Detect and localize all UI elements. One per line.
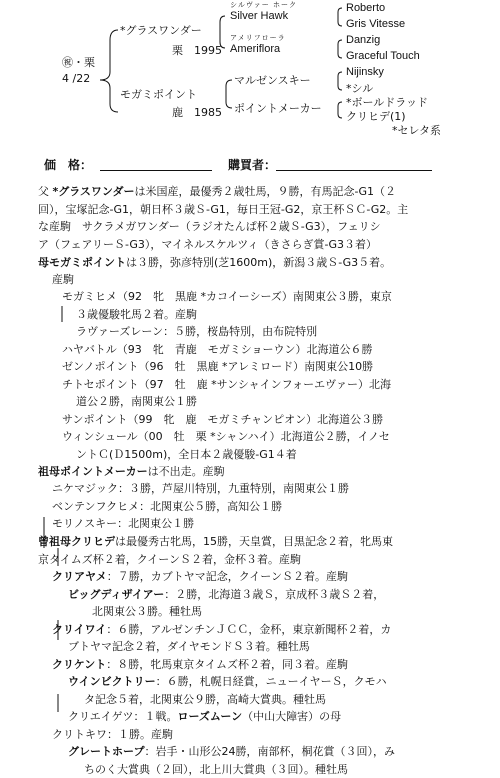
ggdam-lead: 曾祖母	[38, 535, 71, 548]
kuriken-text: ：８勝，牝馬東京タイムズ杯２着，同３着。産駒	[106, 658, 348, 671]
rose-moon-name: ローズムーン	[177, 710, 242, 723]
sire-sire-ruby: シルヴァー ホーク	[230, 1, 297, 9]
kuritokiwa: クリトキワ：１勝。産駒	[52, 726, 395, 744]
gen4-danzig: Danzig	[346, 34, 380, 47]
kuriyame-text: ：７勝，カブトヤマ記念，クイーンＳ２着。産駒	[107, 570, 348, 583]
birth-date: 4 /22	[62, 72, 90, 85]
gen4-shiru: *シル	[346, 82, 373, 95]
buyer-field-line[interactable]	[276, 170, 432, 171]
kuriken-name: クリケント	[52, 658, 106, 671]
granddam-paragraph	[38, 463, 225, 481]
gen4-bracket-3	[338, 72, 342, 90]
sire-line-4: ア（フェアリーＳ-G3），マイネルスケルツィ（きさらぎ賞-G3３着）	[38, 236, 408, 254]
produce-chitose-point: チトセポイント（97 牡 鹿 *サンシャインフォーエヴァー）北海	[62, 376, 392, 394]
produce-nike-magic: ニケマジック：３勝，芦屋川特別，九重特別，南関東公１勝	[52, 480, 349, 498]
dam-name: モガミポイント	[120, 88, 197, 101]
gen4-bracket-4	[338, 102, 342, 118]
sire-lead: 父	[38, 185, 49, 198]
sire-line-2: 回），宝塚記念-G1，朝日杯３歳Ｓ-G1，毎日王冠-G2，京王杯ＳＣ-G2。主	[38, 201, 408, 219]
gen4-gris-vitesse: Gris Vitesse	[346, 18, 405, 31]
produce-chitose-point-cont: 道公２勝，南関東公１勝	[62, 393, 392, 411]
dam-color-year: 鹿 1985	[172, 106, 222, 119]
produce-sun-point: サンポイント（99 牝 鹿 モガミチャンピオン）北海道公３勝	[62, 411, 392, 429]
big-desire-name: ビッグディザイアー	[68, 588, 164, 601]
big-desire-line-2: 北関東公３勝。種牡馬	[52, 603, 395, 621]
sire-color-year: 栗 1995	[172, 44, 222, 57]
produce-mogamihime: モガミヒメ（92 牝 黒鹿 *カコイーシーズ）南関東公３勝，東京	[62, 288, 392, 306]
produce-win-shur-cont: ントＣ(Ｄ1500m)，全日本２歳優駿-G1４着	[62, 446, 392, 464]
produce-zenno-point: ゼンノポイント（96 牡 黒鹿 *アレミロード）南関東公10勝	[62, 358, 392, 376]
win-victory-name: ウインビクトリー	[68, 675, 156, 688]
granddam-produce-list	[52, 480, 349, 533]
kuriyame-name: クリアヤメ	[52, 570, 107, 583]
ggdam-line-1: は最優秀古牝馬，15勝，天皇賞，目黒記念２着，牝馬東	[115, 535, 393, 548]
sire-dam-name: Ameriflora	[230, 43, 280, 55]
big-desire-line-1: ：２勝，北海道３歳Ｓ，京成杯３歳Ｓ２着，	[164, 588, 384, 601]
dam-produce-label: 産駒	[52, 271, 74, 289]
gen4-bracket-2	[338, 40, 342, 58]
sire-line-1: は米国産，最優秀２歳牡馬，９勝，有馬記念-G1（２	[134, 185, 396, 198]
gen4-roberto: Roberto	[346, 2, 385, 15]
gen4-graceful-touch: Graceful Touch	[346, 50, 420, 63]
produce-mogamihime-cont: ３歳優駿牝馬２着。産駒	[62, 306, 392, 324]
kuriwai-name: クリイワイ	[52, 623, 106, 636]
produce-win-shur: ウィンシュール（00 牡 栗 *シャンハイ）北海道公２勝，イノセ	[62, 428, 392, 446]
buyer-label: 購買者：	[228, 156, 276, 173]
kuriwai-line-2: ブトヤマ記念２着，ダイヤモンドＳ３着。種牡馬	[52, 638, 395, 656]
great-hope-line-1: ：岩手・山形公24勝，南部杯，桐花賞（３回），み	[144, 745, 395, 758]
gen4-bold-lad: *ボールドラッド	[346, 96, 428, 109]
dam-lead: 母	[38, 256, 49, 269]
granddam-line-1: は不出走。産駒	[148, 465, 225, 478]
sire-name: *グラスワンダー	[120, 24, 202, 37]
win-victory-line-2: タ記念５着，北関東公９勝，高崎大賞典。種牡馬	[52, 691, 395, 709]
sire-sire-name: Silver Hawk	[230, 10, 288, 22]
gen4-nijinsky: Nijinsky	[346, 66, 384, 79]
gen4-bracket-1	[338, 8, 342, 26]
ggdam-name-bold: クリヒデ	[71, 535, 115, 548]
ggdam-paragraph	[38, 533, 393, 568]
dam-name-bold: モガミポイント	[49, 256, 126, 269]
sire-dam-ruby: アメリフローラ	[230, 34, 286, 42]
dam-produce-list	[62, 288, 392, 463]
dam-sire-name: マルゼンスキー	[234, 74, 311, 87]
rose-moon-text: （中山大障害）の母	[242, 710, 341, 723]
produce-lovers-lane: ラヴァーズレーン：５勝，桜島特別，由布院特別	[62, 323, 392, 341]
family-line: *セレタ系	[392, 124, 441, 137]
main-bracket	[100, 30, 118, 112]
win-victory-line-1: ：６勝，札幌日経賞，ニューイヤーＳ，クモハ	[156, 675, 387, 688]
sire-line-3: な産駒 サクラメガワンダー（ラジオたんぱ杯２歳Ｓ-G3），フェリシ	[38, 218, 408, 236]
price-field-line[interactable]	[100, 170, 212, 171]
great-hope-name: グレートホープ	[68, 745, 144, 758]
kuri-eigetsu: クリエイゲツ：１戦。	[68, 710, 177, 723]
dam-dam-name: ポイントメーカー	[234, 102, 322, 115]
price-label: 価 格：	[44, 156, 92, 173]
produce-morino-ski: モリノスキー：北関東公１勝	[52, 515, 349, 533]
sire-paragraph	[38, 183, 408, 253]
kuriwai-line-1: ：６勝，アルゼンチンＪＣＣ，金杯，東京新聞杯２着，カ	[106, 623, 391, 636]
produce-benten-fukuhime: ベンテンフクヒメ：北関東公５勝，高知公１勝	[52, 498, 349, 516]
sex-color-mark: ㊗・栗	[62, 56, 95, 69]
dam-paragraph	[38, 254, 391, 272]
produce-hayabattle: ハヤバトル（93 牝 青鹿 モガミショーウン）北海道公６勝	[62, 341, 392, 359]
great-hope-line-2: ちのく大賞典（２回），北上川大賞典（３回）。種牡馬	[52, 761, 395, 778]
ggdam-produce	[52, 568, 395, 778]
dam-bracket	[226, 80, 232, 108]
granddam-lead: 祖母	[38, 465, 60, 478]
ggdam-line-2: 京タイムズ杯２着，クイーンＳ２着，金杯３着。産駒	[38, 551, 393, 569]
gen4-kurihide: クリヒデ(1)	[346, 110, 406, 123]
granddam-name-bold: ポイントメーカー	[60, 465, 148, 478]
dam-line-1: は３勝，弥彦特別(芝1600m)，新潟３歳Ｓ-G3５着。	[126, 256, 391, 269]
sire-name-bold: *グラスワンダー	[53, 185, 135, 198]
